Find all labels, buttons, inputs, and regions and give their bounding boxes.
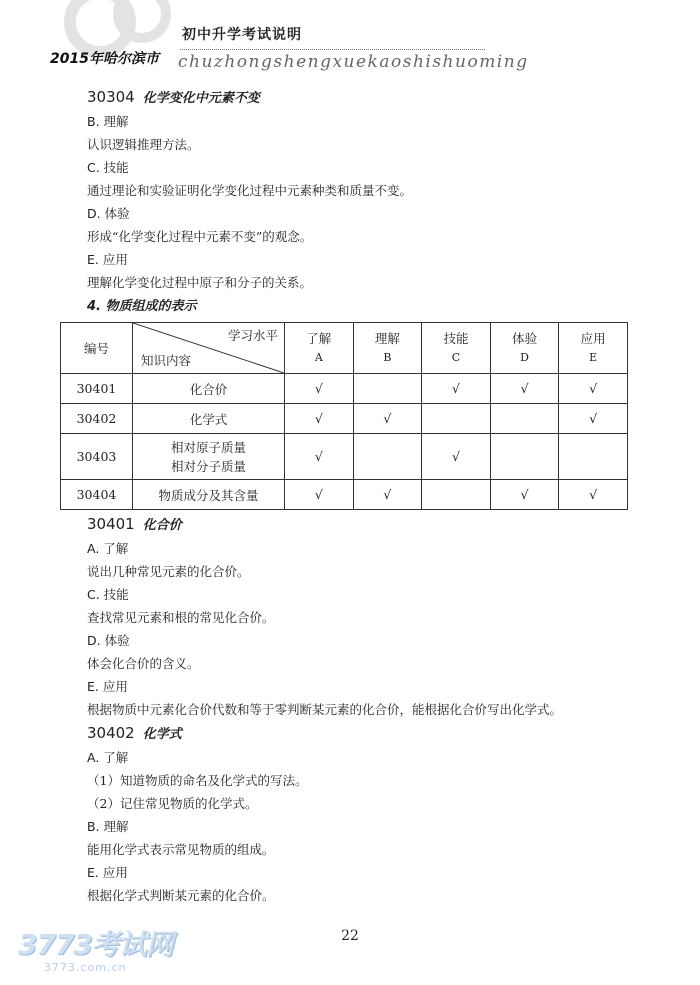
check-mark: √ [559,374,628,404]
check-mark: √ [490,374,559,404]
level-label: E. 应用 [87,679,128,694]
check-mark: √ [422,434,491,480]
col-header-diagonal [133,323,285,374]
level-text: 形成“化学变化过程中元素不变”的观念。 [87,229,313,244]
watermark-url: 3773.com.cn [44,961,127,974]
level-label: C. 技能 [87,160,129,175]
section-title: 化合价 [142,518,182,533]
level-label: D. 体验 [87,633,130,648]
check-mark: √ [353,404,422,434]
row-code: 30401 [61,374,133,404]
level-text: 根据化学式判断某元素的化合价。 [87,888,275,903]
col-header-level-e: 应用 E [559,323,628,374]
row-content: 物质成分及其含量 [133,480,285,510]
section-title: 化学变化中元素不变 [142,91,260,106]
table-row [61,374,628,404]
header-pinyin: chuzhongshengxuekaoshishuoming [178,52,529,72]
level-label: A. 了解 [87,541,129,556]
level-label: C. 技能 [87,587,129,602]
table-row [61,434,628,480]
page-number: 22 [341,928,359,944]
diag-top-label: 学习水平 [227,328,278,343]
watermark-logo [18,923,173,974]
level-text: 理解化学变化过程中原子和分子的关系。 [87,275,313,290]
level-text: 认识逻辑推理方法。 [87,137,200,152]
table-row [61,480,628,510]
section-code: 30401 [87,515,135,533]
check-mark: √ [490,480,559,510]
col-header-level-b: 理解 B [353,323,422,374]
row-content-line: 相对分子质量 [170,458,246,474]
col-header-level-a: 了解 A [285,323,354,374]
check-mark: √ [422,374,491,404]
check-mark: √ [353,480,422,510]
col-header-code: 编号 [61,323,133,374]
watermark-brand: 3773考试网 [18,928,173,961]
level-text: （2）记住常见物质的化学式。 [87,796,258,811]
level-text: 体会化合价的含义。 [87,656,200,671]
section-code: 30304 [87,88,135,106]
row-content: 化合价 [133,374,285,404]
level-text: 说出几种常见元素的化合价。 [87,564,250,579]
section-heading-30304 [87,85,627,110]
check-mark [490,434,559,480]
check-mark [559,434,628,480]
level-label: B. 理解 [87,114,129,129]
check-mark [353,374,422,404]
row-code: 30404 [61,480,133,510]
level-text: 查找常见元素和根的常见化合价。 [87,610,275,625]
level-text: 通过理论和实验证明化学变化过程中元素种类和质量不变。 [87,183,413,198]
row-content: 化学式 [133,404,285,434]
check-mark [422,480,491,510]
check-mark: √ [285,374,354,404]
level-label: B. 理解 [87,819,129,834]
check-mark: √ [285,480,354,510]
knowledge-level-table [60,322,628,510]
row-content [133,434,285,480]
table-header-row [61,323,628,374]
header-title: 初中升学考试说明 [182,27,302,43]
level-label: E. 应用 [87,865,128,880]
check-mark [490,404,559,434]
level-label: A. 了解 [87,750,129,765]
level-text: 能用化学式表示常见物质的组成。 [87,842,275,857]
level-label: D. 体验 [87,206,130,221]
section-heading-30402 [87,721,627,746]
header-dotted-rule [180,49,485,50]
col-header-level-d: 体验 D [490,323,559,374]
level-text: 根据物质中元素化合价代数和等于零判断某元素的化合价，能根据化合价写出化学式。 [87,702,563,717]
check-mark [422,404,491,434]
section-code: 30402 [87,724,135,742]
check-mark: √ [285,434,354,480]
check-mark: √ [559,480,628,510]
section-title: 化学式 [142,727,182,742]
check-mark: √ [285,404,354,434]
check-mark: √ [559,404,628,434]
page-content [76,85,627,907]
header-year-city: 2015年哈尔滨市 [50,51,159,67]
row-content-line: 相对原子质量 [170,439,246,455]
check-mark [353,434,422,480]
row-code: 30402 [61,404,133,434]
diag-bottom-label: 知识内容 [141,353,192,368]
table-row [61,404,628,434]
section-4-title: 4. 物质组成的表示 [87,299,197,314]
section-heading-30401 [87,512,627,537]
col-header-level-c: 技能 C [422,323,491,374]
row-code: 30403 [61,434,133,480]
level-text: （1）知道物质的命名及化学式的写法。 [87,773,308,788]
level-label: E. 应用 [87,252,128,267]
